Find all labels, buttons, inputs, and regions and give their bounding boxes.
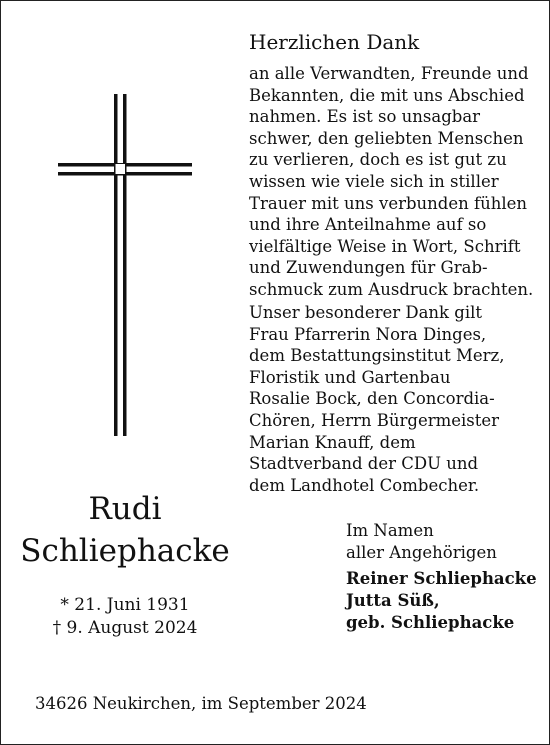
signer-name: geb. Schliephacke (346, 613, 515, 632)
cross-icon (58, 94, 192, 436)
text-line: zu verlieren, doch es ist gut zu (249, 150, 507, 170)
deceased-first-name: Rudi (88, 491, 162, 527)
text-line: Trauer mit uns verbunden fühlen (249, 193, 528, 213)
text-line: und ihre Anteilnahme auf so (249, 215, 487, 235)
text-line: und Zuwendungen für Grab- (249, 258, 488, 278)
birth-date: * 21. Juni 1931 (60, 595, 190, 615)
text-line: vielfältige Weise in Wort, Schrift (249, 236, 521, 256)
text-line: Stadtverband der CDU und (249, 454, 479, 474)
text-line: wissen wie viele sich in stiller (249, 171, 499, 191)
special-thanks-paragraph (249, 302, 549, 496)
place-date: 34626 Neukirchen, im September 2024 (35, 694, 367, 713)
signoff-line: Im Namen (346, 521, 434, 540)
text-line: Rosalie Bock, den Concordia- (249, 389, 495, 409)
text-line: dem Bestattungsinstitut Merz, (249, 346, 505, 366)
text-line: an alle Verwandten, Freunde und (249, 64, 529, 83)
notice-heading: Herzlichen Dank (249, 30, 420, 54)
death-date: † 9. August 2024 (52, 618, 198, 638)
life-dates (0, 594, 250, 640)
text-line: Bekannten, die mit uns Abschied (249, 85, 525, 105)
deceased-last-name: Schliephacke (20, 533, 230, 569)
text-line: schwer, den geliebten Menschen (249, 128, 524, 148)
text-line: Unser besonderer Dank gilt (249, 303, 483, 322)
signers (346, 568, 537, 634)
text-line: nahmen. Es ist so unsagbar (249, 107, 481, 127)
signoff (346, 520, 497, 564)
text-line: schmuck zum Ausdruck brachten. (249, 279, 534, 299)
text-line: Chören, Herrn Bürgermeister (249, 410, 500, 430)
text-line: Frau Pfarrerin Nora Dinges, (249, 324, 487, 344)
text-line: Floristik und Gartenbau (249, 367, 451, 387)
signer-name: Jutta Süß, (346, 591, 440, 610)
signoff-line: aller Angehörigen (346, 543, 497, 562)
text-line: Marian Knauff, dem (249, 432, 416, 452)
text-line: dem Landhotel Combecher. (249, 475, 480, 495)
thanks-paragraph (249, 63, 549, 301)
signer-name: Reiner Schliephacke (346, 569, 537, 588)
